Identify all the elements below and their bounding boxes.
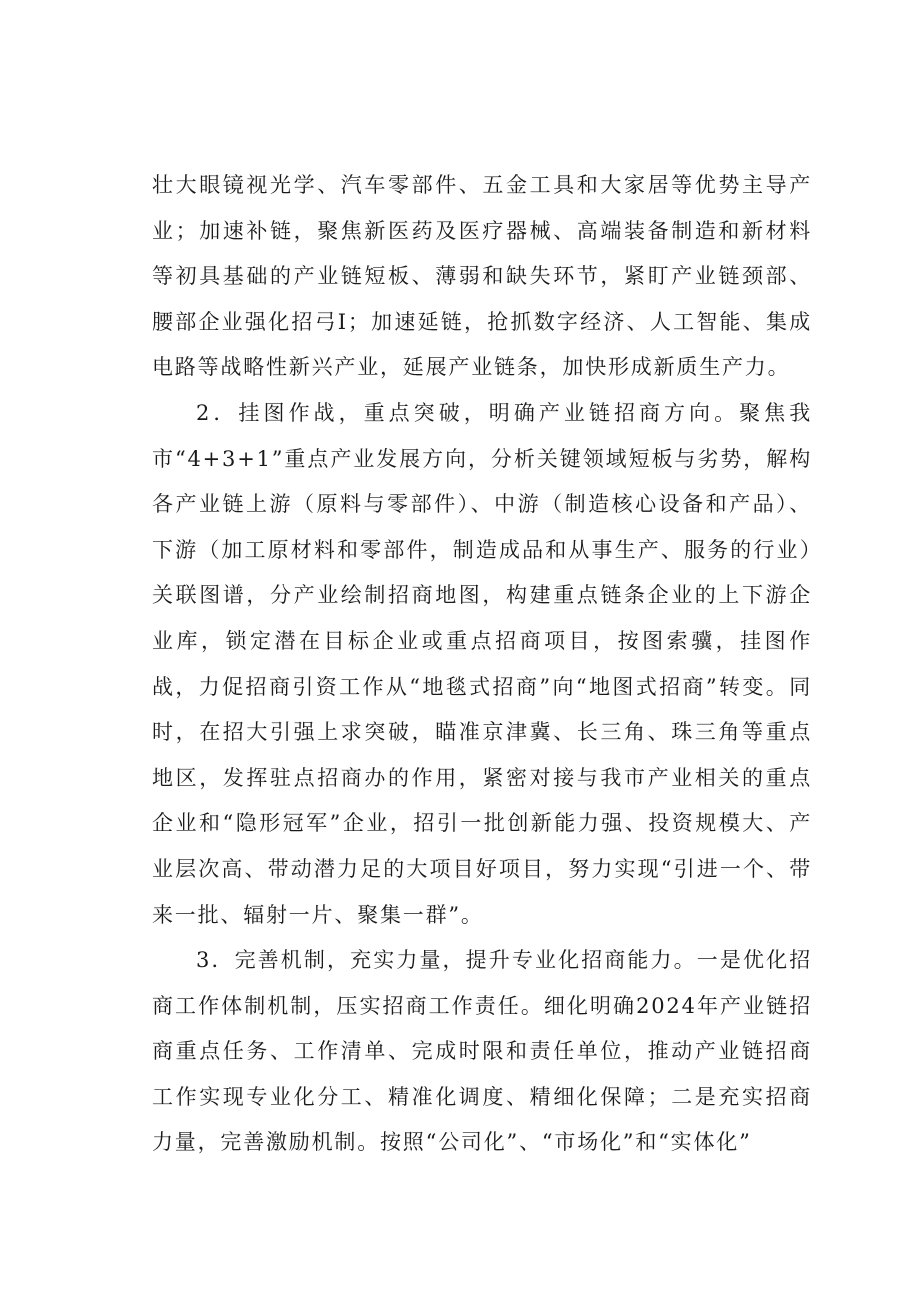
document-body — [152, 163, 812, 1166]
paragraph-item-3: 3．完善机制，充实力量，提升专业化招商能力。一是优化招商工作体制机制，压实招商工作责任。细化明确2024年产业链招商重点任务、工作清单、完成时限和责任单位，推动产业链招商工作实现专业化分工、精准化调度、精细化保障；二是充实招商力量，完善激励机制。按照“公司化”、“市场化”和“实体化” — [152, 948, 812, 1155]
paragraph-item-2: 2．挂图作战，重点突破，明确产业链招商方向。聚焦我市“4+3+1”重点产业发展方向，分析关键领域短板与劣势，解构各产业链上游（原料与零部件）、中游（制造核心设备和产品）、下游（加工原材料和零部件，制造成品和从事生产、服务的行业）关联图谱，分产业绘制招商地图，构建重点链条企业的上下游企业库，锁定潜在目标企业或重点招商项目，按图索骥，挂图作战，力促招商引资工作从“地毯式招商”向“地图式招商”转变。同时，在招大引强上求突破，瞄准京津冀、长三角、珠三角等重点地区，发挥驻点招商办的作用，紧密对接与我市产业相关的重点企业和“隐形冠军”企业，招引一批创新能力强、投资规模大、产业层次高、带动潜力足的大项目好项目，努力实现“引进一个、带来一批、辐射一片、聚集一群”。 — [152, 400, 812, 927]
paragraph-continuation: 壮大眼镜视光学、汽车零部件、五金工具和大家居等优势主导产业；加速补链，聚焦新医药及医疗器械、高端装备制造和新材料等初具基础的产业链短板、薄弱和缺失环节，紧盯产业链颈部、腰部企业强化招弓I；加速延链，抢抓数字经济、人工智能、集成电路等战略性新兴产业，延展产业链条，加快形成新质生产力。 — [152, 173, 812, 380]
